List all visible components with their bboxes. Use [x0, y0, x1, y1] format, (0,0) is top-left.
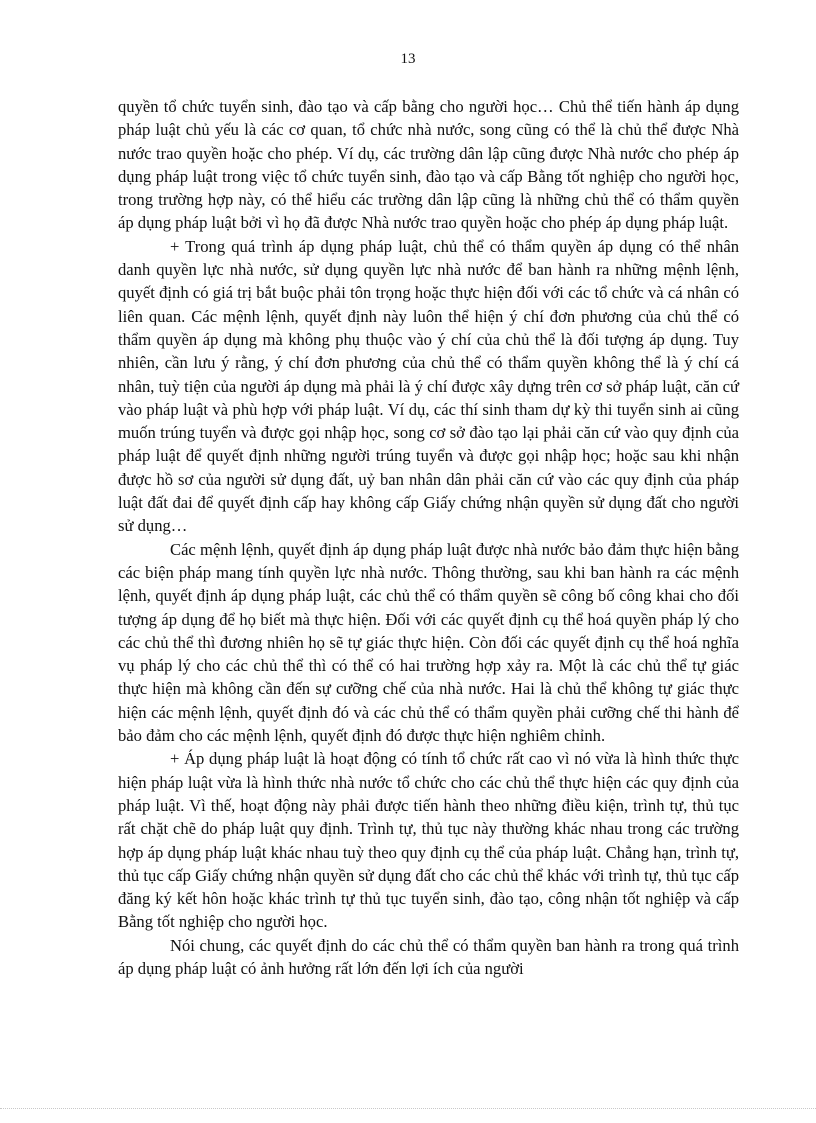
page-bottom-border [0, 1108, 816, 1109]
paragraph-5: Nói chung, các quyết định do các chủ thể có thẩm quyền ban hành ra trong quá trình áp dụng pháp luật có ảnh hưởng rất lớn đến lợi ích của người [118, 935, 739, 978]
paragraph-1: quyền tổ chức tuyển sinh, đào tạo và cấp bằng cho người học… Chủ thể tiến hành áp dụng pháp luật chủ yếu là các cơ quan, tổ chức nhà nước, song cũng có thể là chủ thể được Nhà nước trao quyền hoặc cho phép. Ví dụ, các trường dân lập cũng được Nhà nước cho phép áp dụng pháp luật trong việc tổ chức tuyển sinh, đào tạo và cấp Bằng tốt nghiệp cho người học, trong trường hợp này, có thể hiểu các trường dân lập cũng là những chủ thể có thẩm quyền áp dụng pháp luật bởi vì họ đã được Nhà nước trao quyền hoặc cho phép áp dụng pháp luật. [118, 97, 739, 233]
paragraph-4: + Áp dụng pháp luật là hoạt động có tính tổ chức rất cao vì nó vừa là hình thức thực hiện pháp luật vừa là hình thức nhà nước tổ chức cho các chủ thể thực hiện các quy định của pháp luật. Vì thế, hoạt động này phải được tiến hành theo những điều kiện, trình tự, thủ tục rất chặt chẽ do pháp luật quy định. Trình tự, thủ tục này thường khác nhau trong các trường hợp áp dụng pháp luật khác nhau tuỳ theo quy định cụ thể của pháp luật. Chẳng hạn, trình tự, thủ tục cấp Giấy chứng nhận quyền sử dụng đất cho các chủ thể khác với trình tự, thủ tục cấp đăng ký kết hôn hoặc khác trình tự thủ tục tuyển sinh, đào tạo, công nhận tốt nghiệp và cấp Bằng tốt nghiệp cho người học. [118, 749, 739, 932]
page-number: 13 [400, 51, 416, 67]
paragraph-2: + Trong quá trình áp dụng pháp luật, chủ thể có thẩm quyền áp dụng có thể nhân danh quyền lực nhà nước, sử dụng quyền lực nhà nước để ban hành ra những mệnh lệnh, quyết định có giá trị bắt buộc phải tôn trọng hoặc thực hiện đối với các tổ chức và cá nhân có liên quan. Các mệnh lệnh, quyết định này luôn thể hiện ý chí đơn phương của chủ thể có thẩm quyền áp dụng mà không phụ thuộc vào ý chí của chủ thể là đối tượng áp dụng. Tuy nhiên, cần lưu ý rằng, ý chí đơn phương của chủ thể có thẩm quyền không thể là ý chí cá nhân, tuỳ tiện của người áp dụng mà phải là ý chí được xây dựng trên cơ sở pháp luật, căn cứ vào pháp luật và phù hợp với pháp luật. Ví dụ, các thí sinh tham dự kỳ thi tuyển sinh ai cũng muốn trúng tuyển và được gọi nhập học, song cơ sở đào tạo lại phải căn cứ vào quy định của pháp luật để quyết định những người trúng tuyển và được gọi nhập học; hoặc sau khi nhận được hồ sơ của người sử dụng đất, uỷ ban nhân dân phải căn cứ vào các quy định của pháp luật đất đai để quyết định cấp hay không cấp Giấy chứng nhận quyền sử dụng đất cho người sử dụng… [118, 236, 739, 536]
body-text [118, 95, 739, 980]
paragraph-3: Các mệnh lệnh, quyết định áp dụng pháp luật được nhà nước bảo đảm thực hiện bằng các biện pháp mang tính quyền lực nhà nước. Thông thường, sau khi ban hành ra các mệnh lệnh, quyết định áp dụng pháp luật, các chủ thể có thẩm quyền sẽ công bố công khai cho đối tượng áp dụng để họ biết mà thực hiện. Đối với các quyết định cụ thể hoá quyền pháp lý cho các chủ thể thì đương nhiên họ sẽ tự giác thực hiện. Còn đối các quyết định cụ thể hoá nghĩa vụ pháp lý cho các chủ thể thì có thể có hai trường hợp xảy ra. Một là các chủ thể tự giác thực hiện mà không cần đến sự cưỡng chế của nhà nước. Hai là chủ thể không tự giác thực hiện các mệnh lệnh, quyết định đó và các chủ thể có thẩm quyền phải cưỡng chế thi hành để bảo đảm cho các mệnh lệnh, quyết định đó được thực hiện nghiêm chỉnh. [118, 539, 739, 746]
